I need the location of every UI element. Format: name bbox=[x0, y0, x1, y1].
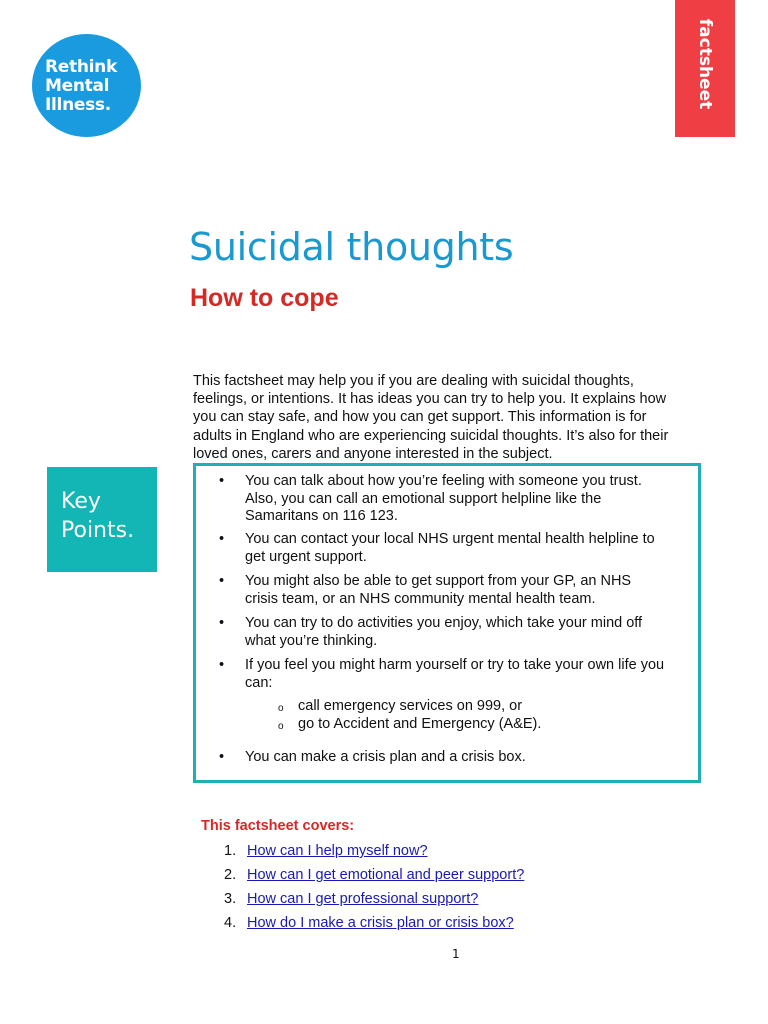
rethink-logo bbox=[32, 34, 141, 137]
covers-number: 3. bbox=[224, 891, 237, 907]
covers-link-help-myself[interactable]: How can I help myself now? bbox=[247, 843, 428, 859]
circle-bullet: o bbox=[278, 721, 284, 732]
logo-line-3: Illness. bbox=[45, 95, 111, 115]
key-point-line: get urgent support. bbox=[245, 548, 367, 565]
key-point-line: what you’re thinking. bbox=[245, 632, 378, 649]
key-point-line: crisis team, or an NHS community mental health team. bbox=[245, 590, 596, 607]
covers-number: 4. bbox=[224, 915, 237, 931]
intro-line: loved ones, carers and anyone interested in the subject. bbox=[193, 445, 553, 462]
key-point-line: You can talk about how you’re feeling with someone you trust. bbox=[245, 473, 642, 489]
factsheet-tab bbox=[675, 0, 735, 137]
key-points-label-2: Points. bbox=[61, 518, 135, 543]
page-number: 1 bbox=[452, 947, 460, 961]
covers-number: 1. bbox=[224, 843, 237, 859]
key-point-line: If you feel you might harm yourself or try to take your own life you bbox=[245, 657, 665, 673]
covers-link-professional-support[interactable]: How can I get professional support? bbox=[247, 891, 479, 907]
intro-paragraph bbox=[193, 372, 713, 463]
covers-link-crisis-plan[interactable]: How do I make a crisis plan or crisis box? bbox=[247, 915, 514, 931]
bullet: • bbox=[219, 749, 225, 765]
bullet: • bbox=[219, 531, 225, 547]
logo-line-1: Rethink bbox=[45, 57, 117, 77]
intro-line: you can stay safe, and how you can get support. This information is for bbox=[193, 409, 647, 426]
key-point-line: Also, you can call an emotional support helpline like the bbox=[245, 490, 602, 507]
covers-link-emotional-support[interactable]: How can I get emotional and peer support? bbox=[247, 867, 525, 883]
bullet: • bbox=[219, 615, 225, 631]
key-points-box bbox=[193, 463, 701, 783]
covers-heading: This factsheet covers: bbox=[201, 818, 355, 834]
intro-line: feelings, or intentions. It has ideas you can try to help you. It explains how bbox=[193, 391, 667, 408]
key-point-line: can: bbox=[245, 674, 273, 691]
bullet: • bbox=[219, 657, 225, 673]
bullet: • bbox=[219, 573, 225, 589]
covers-number: 2. bbox=[224, 867, 237, 883]
page-subtitle: How to cope bbox=[190, 284, 339, 312]
key-points-label-1: Key bbox=[61, 489, 101, 514]
key-points-badge bbox=[47, 467, 157, 572]
circle-bullet: o bbox=[278, 703, 284, 714]
page-title: Suicidal thoughts bbox=[189, 225, 514, 269]
logo-line-2: Mental bbox=[45, 76, 110, 96]
key-point-line: Samaritans on 116 123. bbox=[245, 508, 398, 525]
key-point-line: You can try to do activities you enjoy, which take your mind off bbox=[245, 615, 643, 631]
intro-line: adults in England who are experiencing suicidal thoughts. It’s also for their bbox=[193, 427, 669, 444]
key-point-line: You can contact your local NHS urgent mental health helpline to bbox=[245, 531, 655, 547]
key-point-line: You might also be able to get support from your GP, an NHS bbox=[245, 573, 632, 589]
sub-point-text: go to Accident and Emergency (A&E). bbox=[298, 716, 542, 732]
factsheet-tab-label: factsheet bbox=[695, 18, 715, 110]
bullet: • bbox=[219, 473, 225, 489]
intro-line: This factsheet may help you if you are dealing with suicidal thoughts, bbox=[193, 373, 634, 389]
sub-point-text: call emergency services on 999, or bbox=[298, 698, 523, 714]
key-point-line: You can make a crisis plan and a crisis box. bbox=[245, 749, 526, 765]
